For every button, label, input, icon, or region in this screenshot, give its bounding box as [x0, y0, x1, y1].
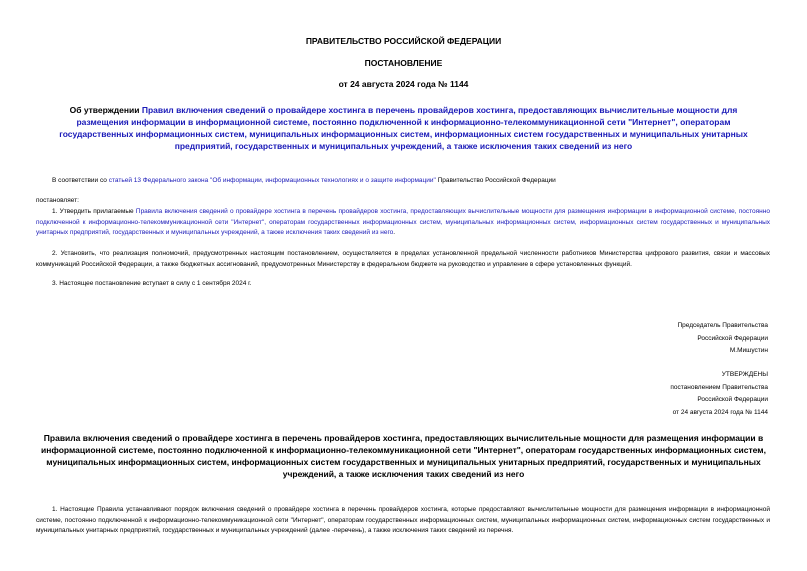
item-1-rules-link[interactable]: Правила включения сведений о провайдере хостинга в перечень провайдеров хостинга, предоставляющих вычислительные мощности для размещения информации в информационной системе, постоянно подключенной к информационно-телекоммуникационной сети "Интернет", операторам государственных информационных систем, муниципальных информационных систем, информационных систем государственных и муниципальных унитарных предприятий, государственных и муниципальных учреждений, а также исключения таких сведений из него — [36, 208, 770, 237]
approved-label: УТВЕРЖДЕНЫ — [721, 371, 768, 378]
item-1-text-after: . — [393, 229, 396, 237]
document-type: ПОСТАНОВЛЕНИЕ — [364, 58, 443, 68]
approved-date-number: от 24 августа 2024 года № 1144 — [672, 408, 768, 416]
federal-law-link[interactable]: статьей 13 Федерального закона "Об информации, информационных технологиях и о защите информации" — [108, 177, 436, 184]
document-date-number: от 24 августа 2024 года № 1144 — [338, 79, 469, 89]
preamble-text-before: В соответствии со — [52, 177, 109, 184]
signature-country: Российской Федерации — [697, 334, 768, 342]
rules-title: Правила включения сведений о провайдере хостинга в перечень провайдеров хостинга, предоставляющих вычислительные мощности для размещения информации в информационной системе, постоянно подключенной к информационно-телекоммуникационной сети "Интернет", операторам государственных информационных систем, муниципальных информационных систем, информационных систем государственных и муниципальных унитарных предприятий, государственных и муниципальных учреждений, а также исключения таких сведений из него — [41, 433, 766, 479]
document-title — [52, 104, 755, 152]
signature-position: Председатель Правительства — [677, 322, 768, 329]
item-1 — [36, 207, 770, 239]
item-3: 3. Настоящее постановление вступает в силу с 1 сентября 2024 г. — [52, 280, 252, 287]
item-1-text-before: 1. Утвердить прилагаемые — [52, 208, 136, 215]
approval-block — [560, 369, 768, 419]
title-rules-link[interactable]: Правил включения сведений о провайдере хостинга в перечень провайдеров хостинга, предоставляющих вычислительные мощности для размещения информации в информационной системе, постоянно подключенной к информационно-телекоммуникационной сети "Интернет", операторам государственных информационных систем, муниципальных информационных систем, информационных систем государственных и муниципальных унитарных предприятий, государственных и муниципальных учреждений, а также исключения таких сведений из него — [59, 105, 748, 151]
title-prefix: Об утверждении — [69, 105, 142, 115]
preamble — [52, 176, 772, 187]
decides-text: постановляет: — [36, 197, 79, 204]
approved-by: постановлением Правительства — [670, 383, 768, 391]
approved-country: Российской Федерации — [697, 396, 768, 403]
signature-name: М.Мишустин — [729, 347, 768, 354]
signature-block — [560, 320, 768, 358]
government-heading: ПРАВИТЕЛЬСТВО РОССИЙСКОЙ ФЕДЕРАЦИИ — [305, 36, 502, 46]
preamble-text-after: Правительство Российской Федерации — [435, 177, 556, 184]
item-2: 2. Установить, что реализация полномочий, предусмотренных настоящим постановлением, осуществляется в пределах установленной предельной численности работников Министерства цифрового развития, связи и массовых коммуникаций Российской Федерации, а также бюджетных ассигнований, предусмотренных Министерству в федеральном бюджете на руководство и управление в сфере установленных функций. — [36, 250, 770, 268]
rules-paragraph-1: 1. Настоящие Правила устанавливают порядок включения сведений о провайдере хостинга в перечень провайдеров хостинга, которые предоставляют вычислительные мощности для размещения информации в информационной системе, постоянно подключенной к информационно-телекоммуникационной сети "Интернет", операторам государственных информационных систем, муниципальных информационных систем, информационных систем государственных и муниципальных унитарных предприятий, государственных и муниципальных учреждений (далее -перечень), а также исключения таких сведений из перечня. — [36, 506, 770, 535]
